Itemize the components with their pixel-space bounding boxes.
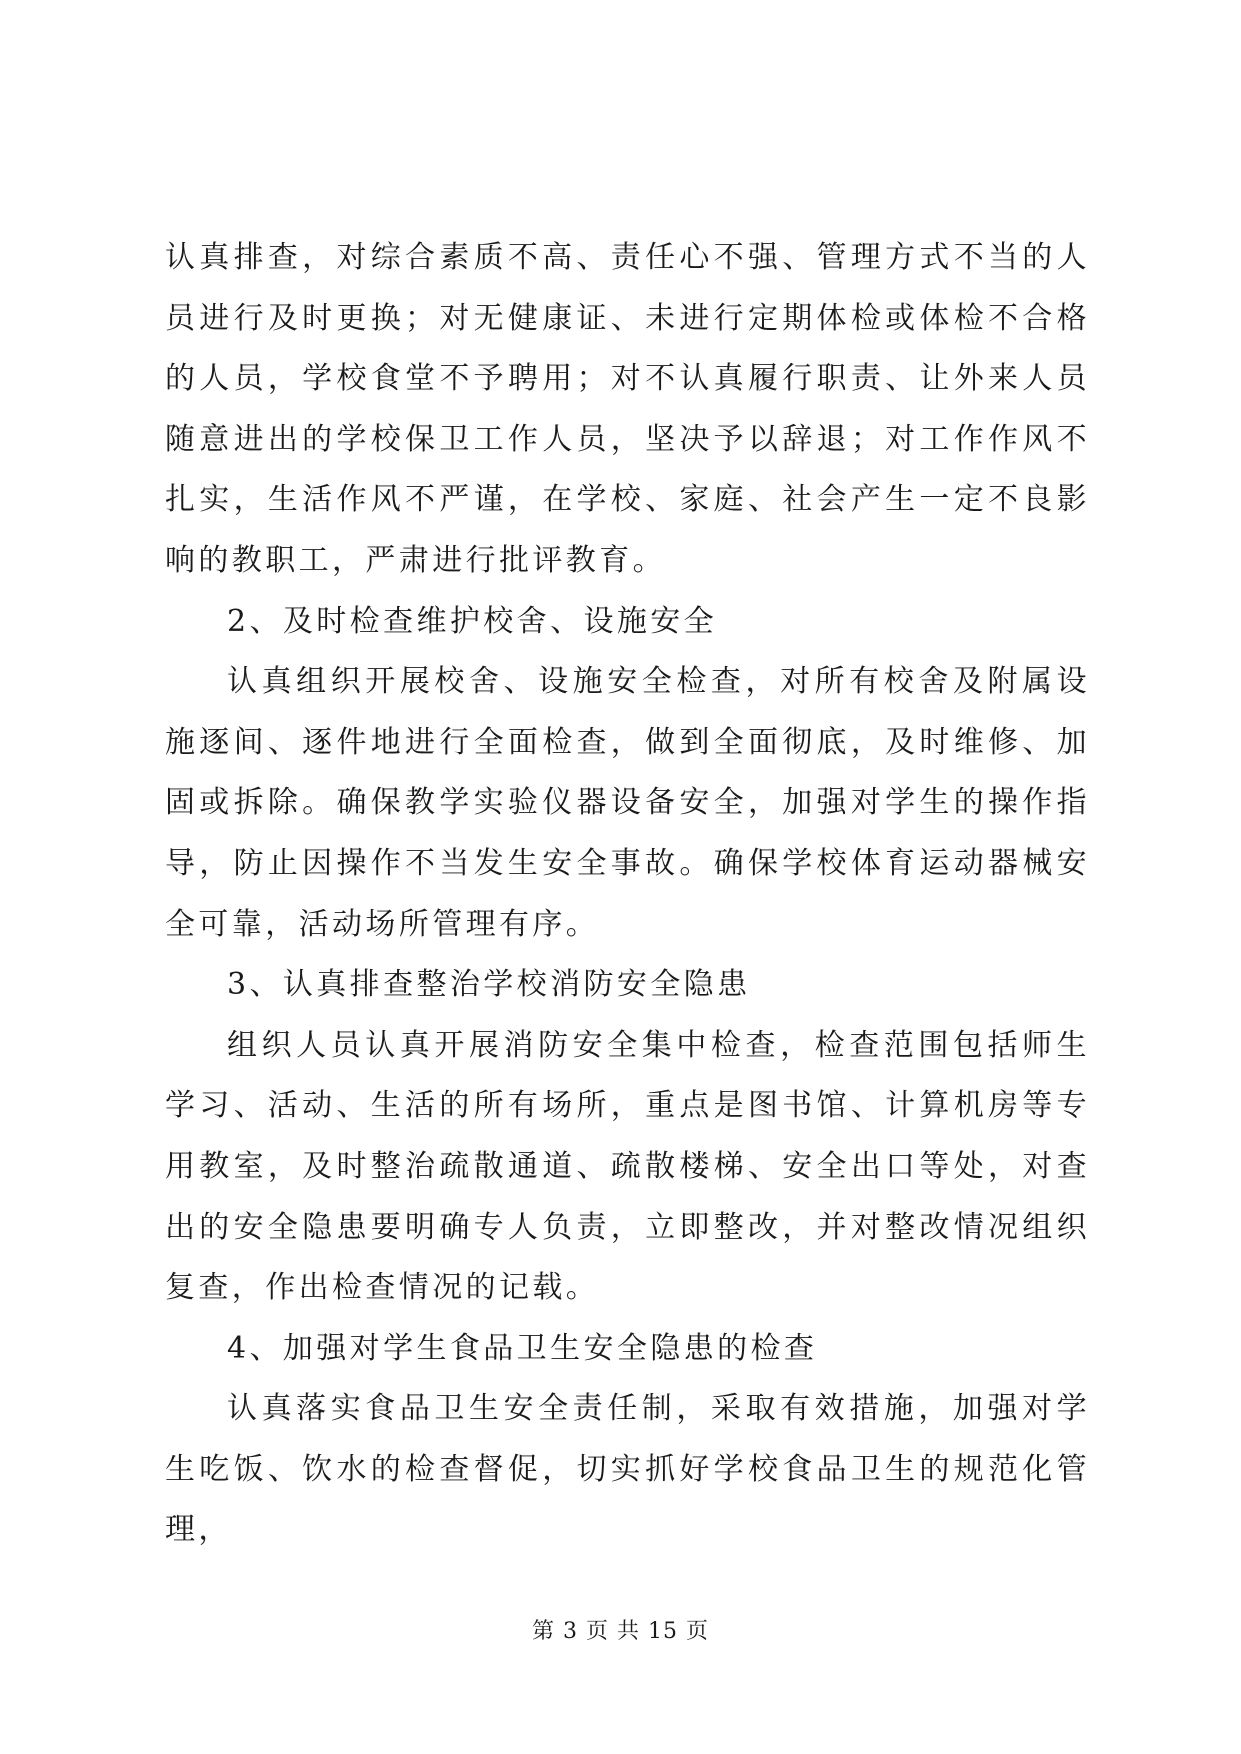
- paragraph-staff-review: 认真排查，对综合素质不高、责任心不强、管理方式不当的人员进行及时更换；对无健康证、未进行定期体检或体检不合格的人员，学校食堂不予聘用；对不认真履行职责、让外来人员随意进出的学校保卫工作人员，坚决予以辞退；对工作作风不扎实，生活作风不严谨，在学校、家庭、社会产生一定不良影响的教职工，严肃进行批评教育。: [165, 240, 1090, 578]
- heading-food-safety: 4、加强对学生食品卫生安全隐患的检查: [227, 1330, 818, 1366]
- document-body: [165, 228, 1090, 1561]
- page-footer: [0, 1614, 1241, 1645]
- heading-fire-safety: 3、认真排查整治学校消防安全隐患: [227, 967, 751, 1003]
- page-number-label: 第 3 页 共 15 页: [532, 1619, 709, 1644]
- heading-facility-safety: 2、及时检查维护校舍、设施安全: [227, 603, 718, 639]
- paragraph-food-safety: 认真落实食品卫生安全责任制，采取有效措施，加强对学生吃饭、饮水的检查督促，切实抓好学校食品卫生的规范化管理，: [165, 1391, 1090, 1548]
- paragraph-fire-safety: 组织人员认真开展消防安全集中检查，检查范围包括师生学习、活动、生活的所有场所，重点是图书馆、计算机房等专用教室，及时整治疏散通道、疏散楼梯、安全出口等处，对查出的安全隐患要明确专人负责，立即整改，并对整改情况组织复查，作出检查情况的记载。: [165, 1027, 1090, 1306]
- paragraph-facility-safety: 认真组织开展校舍、设施安全检查，对所有校舍及附属设施逐间、逐件地进行全面检查，做到全面彻底，及时维修、加固或拆除。确保教学实验仪器设备安全，加强对学生的操作指导，防止因操作不当发生安全事故。确保学校体育运动器械安全可靠，活动场所管理有序。: [165, 664, 1090, 942]
